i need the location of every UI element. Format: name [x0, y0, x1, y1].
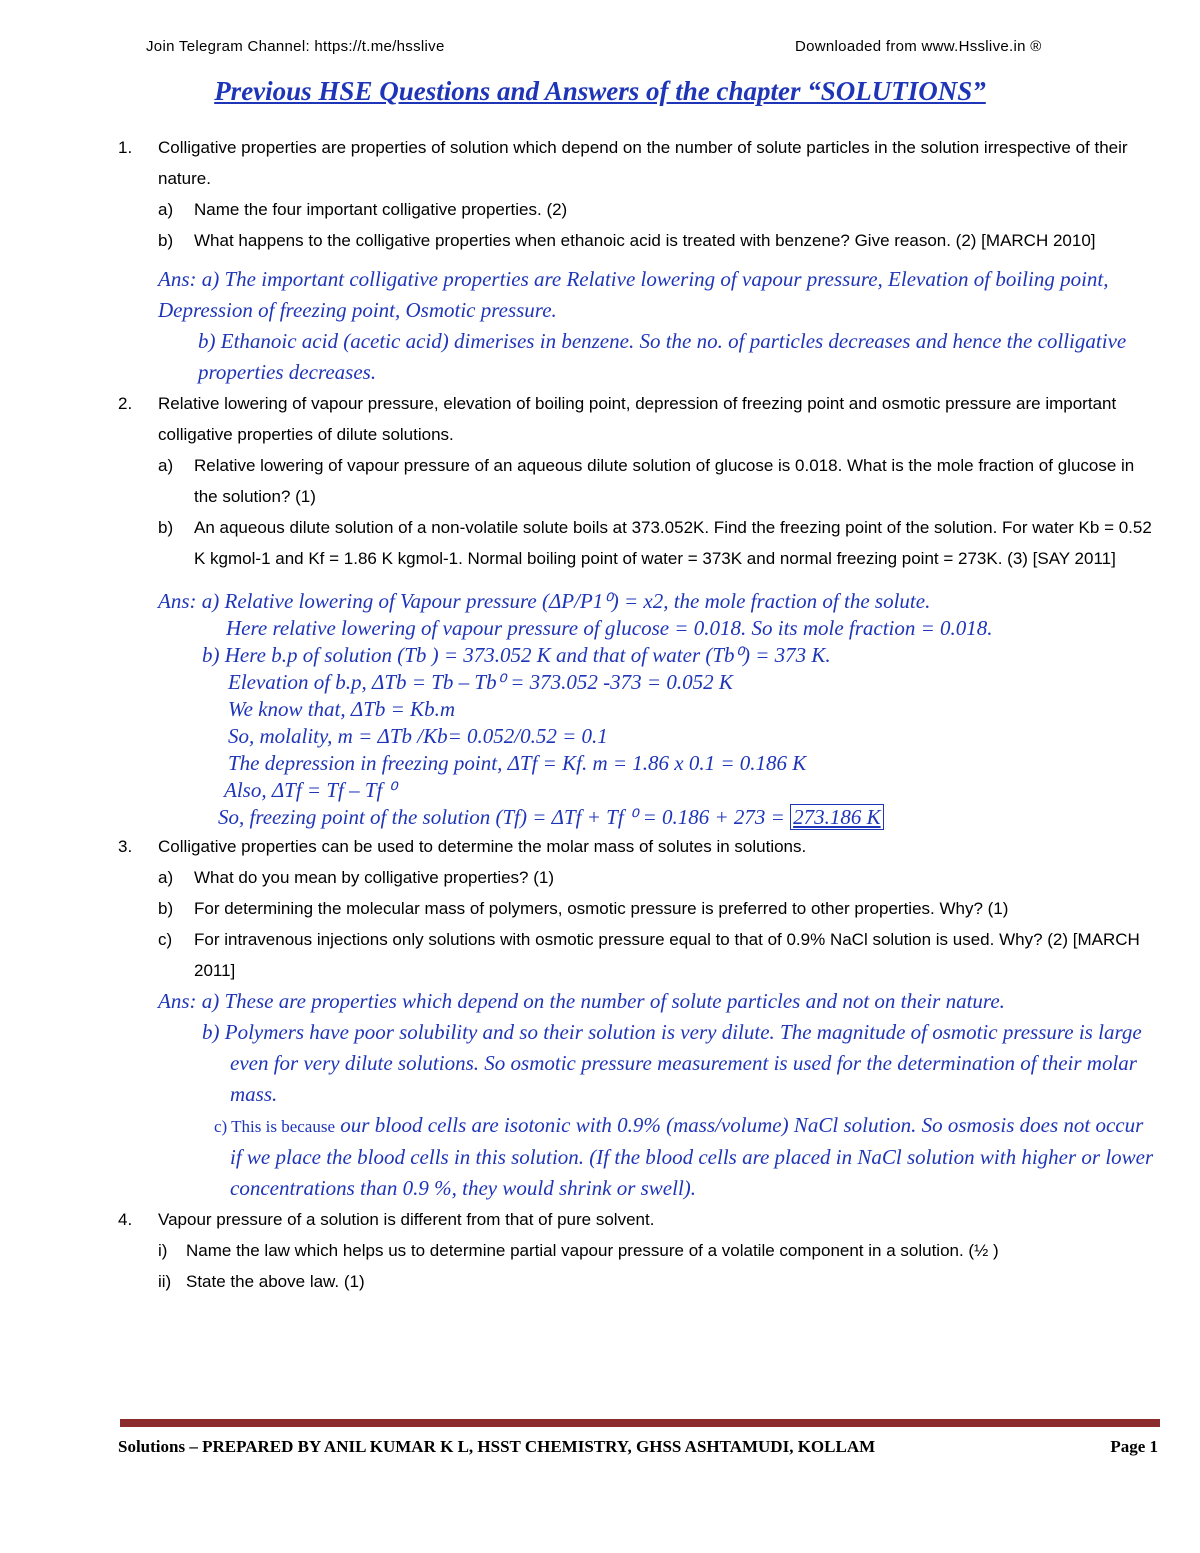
header-telegram: Join Telegram Channel: https://t.me/hsslive [146, 38, 445, 55]
sub-question-b [158, 512, 1158, 574]
question-number: 1. [118, 138, 133, 157]
answer-line: Also, ΔTf = Tf – Tf ⁰ [224, 778, 397, 802]
page-title: Previous HSE Questions and Answers of the chapter “SOLUTIONS” [214, 76, 986, 106]
answer-line: We know that, ΔTb = Kb.m [228, 697, 455, 721]
sub-text: Name the four important colligative properties. (2) [194, 200, 568, 219]
footer [118, 1437, 1158, 1457]
sub-text: For intravenous injections only solutions with osmotic pressure equal to that of 0.9% NaCl solution is used. Why? (2) [MARCH 2011] [194, 930, 1140, 980]
answer-3c [118, 1110, 1158, 1204]
question-number: 4. [118, 1210, 133, 1229]
answer-result: 273.186 K [790, 804, 884, 830]
answer-1a: Ans: a) The important colligative properties are Relative lowering of vapour pressure, Elevation of boiling point, Depression of freezing point, Osmotic pressure. [158, 267, 1109, 322]
sub-text: For determining the molecular mass of polymers, osmotic pressure is preferred to other properties. Why? (1) [194, 899, 1009, 918]
sub-label: ii) [158, 1272, 172, 1291]
question-text: Vapour pressure of a solution is different from that of pure solvent. [158, 1210, 655, 1229]
question-number: 3. [118, 837, 133, 856]
document-body [118, 132, 1158, 1297]
sub-label: a) [158, 200, 174, 219]
sub-question-ii [158, 1266, 1158, 1297]
sub-text: What do you mean by colligative properties? (1) [194, 868, 555, 887]
answer-text: our blood cells are isotonic with 0.9% (mass/volume) NaCl solution. So osmosis does not occur if we place the blood cells in this solution. (If the blood cells are placed in NaCl solution with higher or lower concentrations than 0.9 %, they would shrink or swell). [230, 1113, 1154, 1200]
sub-label: b) [158, 899, 174, 918]
sub-question-a [158, 450, 1158, 512]
question-3 [118, 831, 1158, 986]
question-text: Colligative properties can be used to determine the molar mass of solutes in solutions. [158, 837, 807, 856]
question-text: Relative lowering of vapour pressure, elevation of boiling point, depression of freezing point and osmotic pressure are important colligative properties of dilute solutions. [158, 394, 1117, 444]
answer-lead: c) This is because [214, 1117, 336, 1136]
sub-label: c) [158, 930, 173, 949]
sub-question-i [158, 1235, 1158, 1266]
answer-text: So, freezing point of the solution (Tf) = ΔTf + Tf ⁰ = 0.186 + 273 = [218, 805, 785, 829]
header-download: Downloaded from www.Hsslive.in ® [795, 38, 1042, 55]
question-1 [118, 132, 1158, 256]
footer-divider [120, 1419, 1160, 1427]
sub-question-a [158, 862, 1158, 893]
sub-text: An aqueous dilute solution of a non-volatile solute boils at 373.052K. Find the freezing point of the solution. For water Kb = 0.52 K kgmol-1 and Kf = 1.86 K kgmol-1. Normal boiling point of water = 373K and normal freezing point = 273K. (3) [SAY 2011] [194, 518, 1152, 568]
sub-label: a) [158, 868, 174, 887]
answer-final-line [118, 804, 1158, 831]
sub-question-c [158, 924, 1158, 986]
sub-question-b [158, 893, 1158, 924]
sub-text: Name the law which helps us to determine partial vapour pressure of a volatile component in a solution. (½ ) [186, 1241, 999, 1260]
answer-3a: Ans: a) These are properties which depend on the number of solute particles and not on their nature. [158, 989, 1005, 1013]
sub-label: i) [158, 1241, 168, 1260]
sub-label: b) [158, 518, 174, 537]
question-4 [118, 1204, 1158, 1297]
question-2 [118, 388, 1158, 574]
sub-label: b) [158, 231, 174, 250]
sub-text: What happens to the colligative properties when ethanoic acid is treated with benzene? Give reason. (2) [MARCH 2010] [194, 231, 1096, 250]
sub-text: Relative lowering of vapour pressure of an aqueous dilute solution of glucose is 0.018. What is the mole fraction of glucose in the solution? (1) [194, 456, 1135, 506]
answer-line: So, molality, m = ΔTb /Kb= 0.052/0.52 = 0.1 [228, 724, 608, 748]
answer-line: The depression in freezing point, ΔTf = Kf. m = 1.86 x 0.1 = 0.186 K [228, 751, 807, 775]
answer-line: Ans: a) Relative lowering of Vapour pressure (ΔP/P1⁰) = x2, the mole fraction of the solute. [158, 589, 931, 613]
sub-label: a) [158, 456, 174, 475]
sub-question-a [158, 194, 1158, 225]
footer-credit: Solutions – PREPARED BY ANIL KUMAR K L, HSST CHEMISTRY, GHSS ASHTAMUDI, KOLLAM [118, 1437, 876, 1456]
answer-line: Elevation of b.p, ΔTb = Tb – Tb⁰ = 373.052 -373 = 0.052 K [228, 670, 733, 694]
answer-line: b) Here b.p of solution (Tb ) = 373.052 K and that of water (Tb⁰) = 373 K. [202, 643, 831, 667]
sub-question-b [158, 225, 1158, 256]
question-number: 2. [118, 394, 133, 413]
question-text: Colligative properties are properties of solution which depend on the number of solute particles in the solution irrespective of their nature. [158, 138, 1128, 188]
answer-line: Here relative lowering of vapour pressure of glucose = 0.018. So its mole fraction = 0.018. [226, 616, 993, 640]
page-number: Page 1 [1110, 1437, 1158, 1456]
sub-text: State the above law. (1) [186, 1272, 365, 1291]
answer-3b: b) Polymers have poor solubility and so their solution is very dilute. The magnitude of osmotic pressure is large even for very dilute solutions. So osmotic pressure measurement is used for the determination of their molar mass. [202, 1020, 1142, 1106]
answer-1b: b) Ethanoic acid (acetic acid) dimerises in benzene. So the no. of particles decreases and hence the colligative properties decreases. [198, 329, 1127, 384]
answer-2 [118, 588, 1158, 831]
